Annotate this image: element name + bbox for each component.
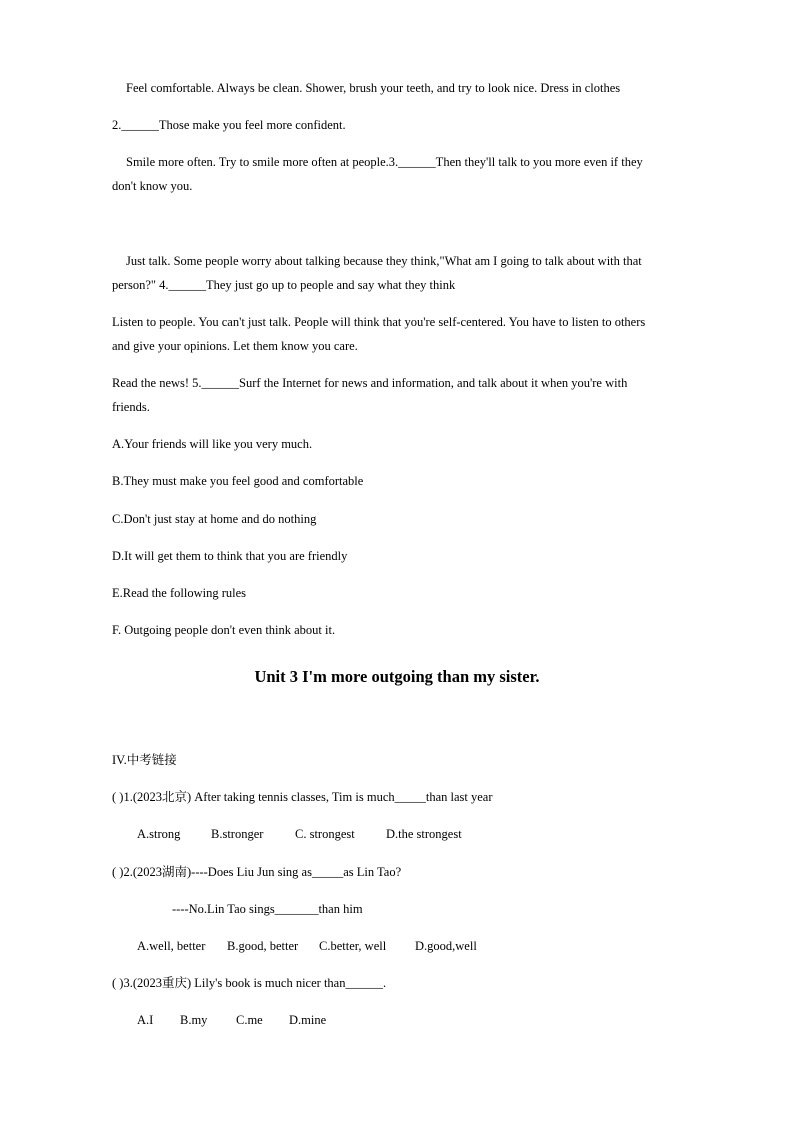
passage-p1-line1: Feel comfortable. Always be clean. Shower, brush your teeth, and try to look nice. Dress in clothes xyxy=(126,81,621,95)
option-c: C.Don't just stay at home and do nothing xyxy=(112,512,317,526)
q1-choice-a: A.strong xyxy=(137,827,181,841)
q2-choice-c: C.better, well xyxy=(319,939,387,953)
question-3-stem: ( )3.(2023重庆) Lily's book is much nicer than______. xyxy=(112,976,387,990)
question-1-choices xyxy=(137,826,462,842)
q2-choice-a: A.well, better xyxy=(137,939,206,953)
option-d: D.It will get them to think that you are friendly xyxy=(112,549,348,563)
passage-p4-line2: and give your opinions. Let them know you care. xyxy=(112,339,358,353)
passage-p5-line2: friends. xyxy=(112,400,150,414)
question-3-choices xyxy=(137,1012,326,1028)
question-2-stem: ( )2.(2023湖南)----Does Liu Jun sing as_____as Lin Tao? xyxy=(112,865,402,879)
q3-choice-a: A.I xyxy=(137,1013,154,1027)
q2-choice-b: B.good, better xyxy=(227,939,299,953)
question-2-choices xyxy=(137,938,477,954)
question-2-reply: ----No.Lin Tao sings_______than him xyxy=(172,902,363,916)
option-f: F. Outgoing people don't even think about it. xyxy=(112,623,336,637)
passage-p4-line1: Listen to people. You can't just talk. People will think that you're self-centered. You have to listen to others xyxy=(112,315,646,329)
passage-p5-line1: Read the news! 5.______Surf the Internet for news and information, and talk about it when you're with xyxy=(112,376,628,390)
q2-choice-d: D.good,well xyxy=(415,939,477,953)
q1-choice-b: B.stronger xyxy=(211,827,264,841)
passage-p3-line1: Just talk. Some people worry about talking because they think,"What am I going to talk about with that xyxy=(126,254,642,268)
passage-p2-line1: Smile more often. Try to smile more often at people.3.______Then they'll talk to you more even if they xyxy=(126,155,643,169)
q1-choice-c: C. strongest xyxy=(295,827,355,841)
unit-title: Unit 3 I'm more outgoing than my sister. xyxy=(254,667,540,686)
q3-choice-d: D.mine xyxy=(289,1013,327,1027)
q3-choice-c: C.me xyxy=(236,1013,263,1027)
section-heading: IV.中考链接 xyxy=(112,753,177,767)
passage-p1-line2: 2.______Those make you feel more confident. xyxy=(112,118,346,132)
passage-p3-line2: person?" 4.______They just go up to people and say what they think xyxy=(112,278,456,292)
question-1-stem: ( )1.(2023北京) After taking tennis classes, Tim is much_____than last year xyxy=(112,790,493,804)
q1-choice-d: D.the strongest xyxy=(386,827,462,841)
option-a: A.Your friends will like you very much. xyxy=(112,437,313,451)
option-b: B.They must make you feel good and comfortable xyxy=(112,474,364,488)
option-e: E.Read the following rules xyxy=(112,586,246,600)
q3-choice-b: B.my xyxy=(180,1013,208,1027)
passage-p2-line2: don't know you. xyxy=(112,179,193,193)
